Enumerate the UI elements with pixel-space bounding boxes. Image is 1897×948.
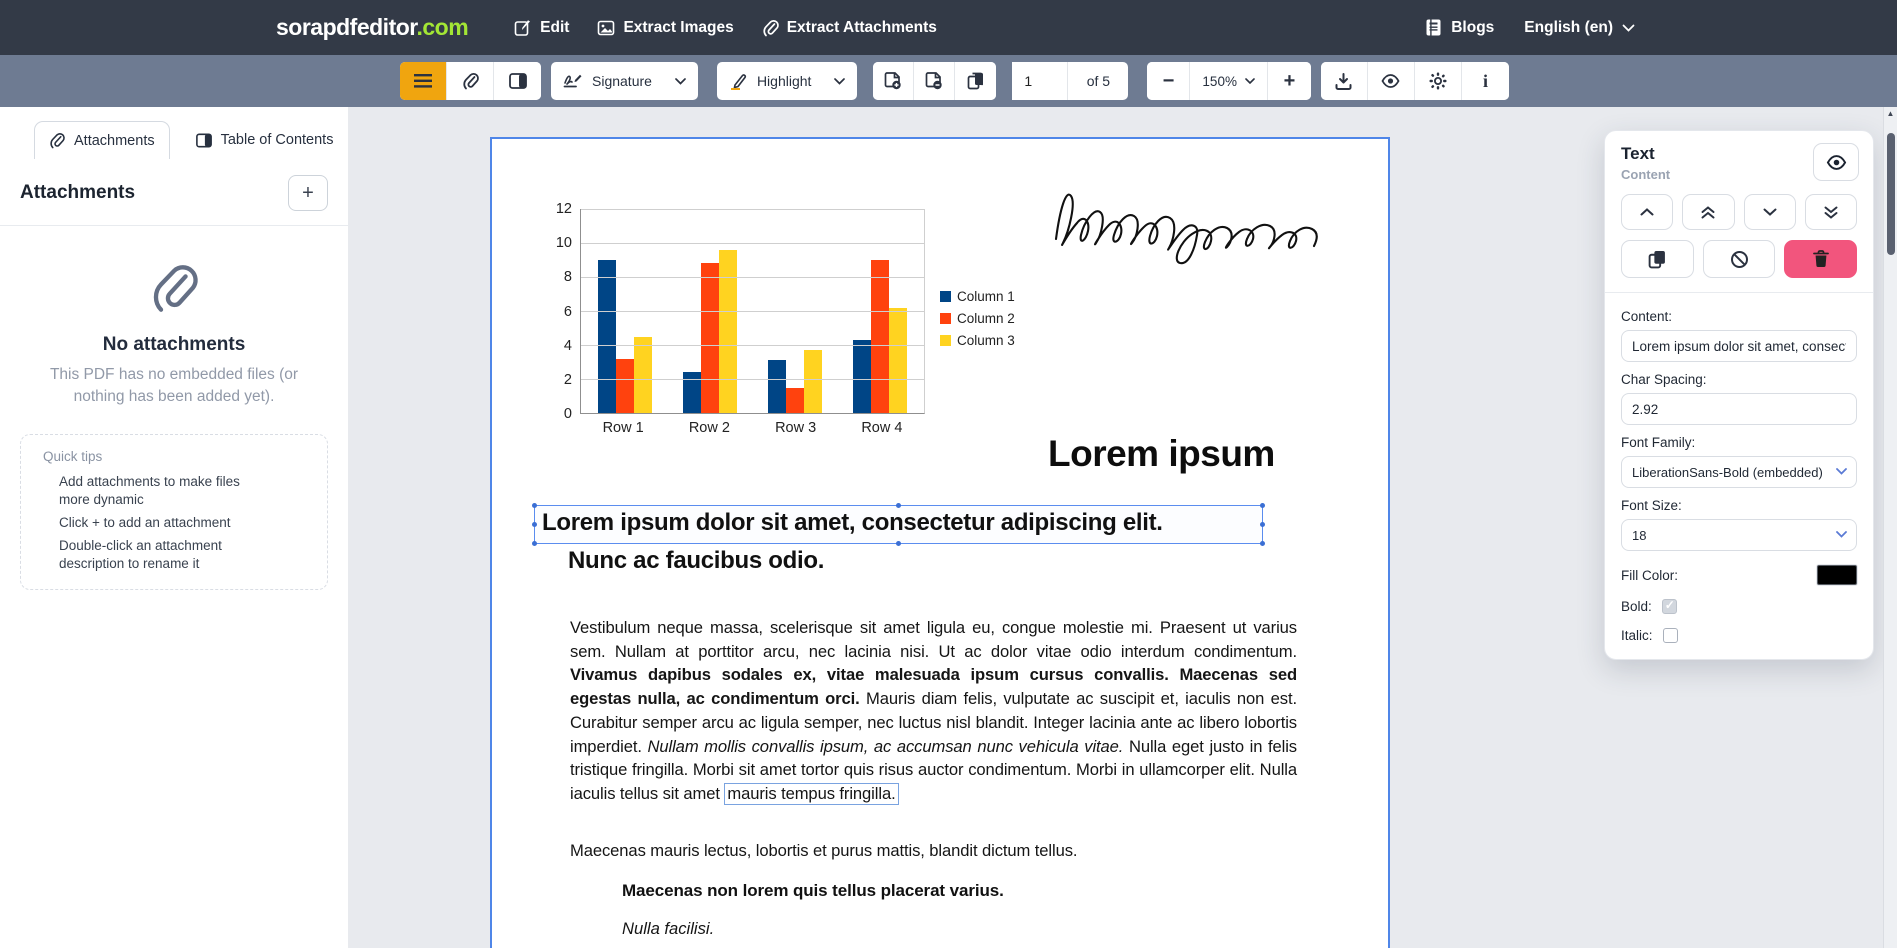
- x-tick-label: Row 1: [602, 420, 644, 436]
- copy-pages-icon: [967, 72, 984, 90]
- remove-page-button[interactable]: [914, 62, 955, 100]
- info-icon: i: [1482, 70, 1488, 91]
- paragraph-run: mauris tempus fringilla.: [724, 783, 898, 805]
- nav-item-edit[interactable]: [514, 19, 569, 37]
- nav-item-label: Edit: [540, 18, 570, 36]
- quick-tips-title: Quick tips: [43, 449, 103, 464]
- paragraph-run: Vivamus dapibus sodales ex, vitae malesuada ipsum cursus convallis. Maecenas sed egestas nulla, ac condimentum orci.: [570, 665, 1297, 709]
- empty-state-title: No attachments: [102, 334, 246, 355]
- font-family-label: Font Family:: [1621, 435, 1696, 450]
- font-family-value: LiberationSans-Bold (embedded): [1632, 464, 1823, 480]
- paperclip-large-icon: [0, 262, 348, 314]
- page-add-icon: [884, 72, 902, 90]
- zoom-level-select[interactable]: [1190, 62, 1268, 100]
- signature-label: Signature: [592, 73, 652, 89]
- settings-button[interactable]: [1415, 62, 1462, 100]
- gear-icon: [1429, 72, 1447, 90]
- chevrons-down-icon: [1824, 206, 1838, 219]
- empty-state-description: This PDF has no embedded files (or nothing has been added yet).: [49, 366, 299, 405]
- quick-tips-list: [43, 473, 311, 573]
- add-attachment-button[interactable]: +: [288, 175, 328, 211]
- highlighter-icon: [729, 73, 748, 90]
- zoom-level-value: 150%: [1202, 73, 1237, 89]
- quick-tip-item: Click + to add an attachment: [59, 515, 231, 530]
- selection-handle-sw[interactable]: [532, 541, 537, 546]
- content-input[interactable]: [1621, 330, 1857, 362]
- nav-item-extract-attachments[interactable]: [762, 19, 937, 37]
- preview-button[interactable]: [1368, 62, 1415, 100]
- chevron-down-icon: [1763, 208, 1777, 216]
- panel-subtitle: Content: [1621, 167, 1671, 182]
- x-tick-label: Row 3: [775, 420, 817, 436]
- bar: [616, 359, 634, 413]
- document-paragraph-2[interactable]: Maecenas mauris lectus, lobortis et purus mattis, blandit dictum tellus.: [570, 841, 1078, 860]
- disable-button[interactable]: [1703, 240, 1776, 278]
- menu-button[interactable]: [400, 62, 447, 100]
- duplicate-page-button[interactable]: [955, 62, 996, 100]
- selection-handle-w[interactable]: [532, 522, 537, 527]
- download-icon: [1335, 73, 1352, 90]
- toggle-visibility-button[interactable]: [1813, 143, 1859, 181]
- x-tick-label: Row 2: [688, 420, 730, 436]
- selection-handle-ne[interactable]: [1260, 503, 1265, 508]
- y-tick-label: 2: [563, 371, 572, 388]
- gridline: [581, 209, 924, 210]
- quick-tip-item: Add attachments to make files more dynamic: [59, 474, 240, 507]
- y-tick-label: 4: [563, 337, 572, 354]
- eye-icon: [1381, 74, 1400, 88]
- document-subheading[interactable]: Nunc ac faucibus odio.: [568, 547, 825, 574]
- panel-header: [1605, 131, 1873, 293]
- nav-item-label: Blogs: [1451, 18, 1495, 36]
- selection-handle-se[interactable]: [1260, 541, 1265, 546]
- y-tick-label: 12: [555, 201, 572, 217]
- paragraph-run: Nullam mollis convallis ipsum, ac accumsan nunc vehicula vitae.: [647, 736, 1124, 756]
- legend-item: [940, 289, 1015, 304]
- document-paragraph-4[interactable]: Nulla facilisi.: [622, 919, 715, 938]
- left-sidebar: [0, 107, 348, 948]
- legend-item: [940, 333, 1015, 348]
- zoom-in-button[interactable]: +: [1268, 62, 1311, 100]
- y-tick-label: 0: [563, 406, 572, 422]
- pdf-page[interactable]: [490, 137, 1390, 948]
- paragraph-run: Nulla eget justo in felis tristique fringilla. Morbi sit amet tortor quis risus auctor condimentum. Morbi in ullamcorper elit. Nulla iaculis tellus sit amet: [570, 736, 1297, 803]
- chart-x-axis: [580, 420, 925, 436]
- ban-icon: [1730, 250, 1749, 269]
- toolbar-group-left: [400, 62, 541, 100]
- attachments-tool-button[interactable]: [447, 62, 494, 100]
- italic-label: Italic:: [1621, 628, 1653, 643]
- nav-item-extract-images[interactable]: [597, 19, 733, 37]
- scroll-up-arrow[interactable]: ▲: [1886, 109, 1895, 118]
- bold-label: Bold:: [1621, 599, 1652, 614]
- book-open-icon: [196, 133, 212, 148]
- quick-tip-item: Double-click an attachment description to rename it: [59, 538, 222, 571]
- sidebar-tabs: [0, 107, 348, 159]
- legend-swatch: [940, 313, 951, 324]
- selection-handle-nw[interactable]: [532, 503, 537, 508]
- scrollbar-thumb[interactable]: [1887, 133, 1895, 255]
- add-page-button[interactable]: [873, 62, 914, 100]
- selected-text[interactable]: Lorem ipsum dolor sit amet, consectetur adipiscing elit.: [542, 509, 1163, 536]
- selection-handle-n[interactable]: [896, 503, 901, 508]
- logo-tld: .com: [416, 14, 469, 40]
- chevron-up-icon: [1640, 208, 1654, 216]
- move-up-button[interactable]: [1621, 194, 1673, 230]
- chart-plot: [580, 209, 925, 414]
- tab-table-of-contents[interactable]: [182, 121, 348, 159]
- move-down-button[interactable]: [1744, 194, 1796, 230]
- paragraph-run: Vestibulum neque massa, scelerisque sit amet ligula eu, congue molestie mi. Praesent ut varius sem. Nullam at porttitor arcu, nec lacinia nisi. Ut ac dolor vitae odio interdum condimentum.: [570, 618, 1297, 661]
- chevron-down-icon: [675, 78, 686, 85]
- page-number-input[interactable]: [1012, 62, 1068, 100]
- book-open-icon: [509, 73, 527, 89]
- char-spacing-label: Char Spacing:: [1621, 372, 1707, 387]
- text-selection-box[interactable]: [534, 505, 1263, 544]
- chart-legend: [940, 289, 1015, 355]
- x-tick-label: Row 4: [861, 420, 903, 436]
- legend-swatch: [940, 335, 951, 346]
- paragraph-run: Mauris diam felis, vulputate ac suscipit et, iaculis non est. Curabitur semper arcu ac ligula semper, nec luctus nisl blandit. Integer lacinia ante ac libero lobortis imperdiet.: [570, 689, 1297, 756]
- chevron-down-icon: [1836, 531, 1847, 538]
- font-size-label: Font Size:: [1621, 498, 1682, 513]
- page-total-label: of 5: [1086, 73, 1111, 89]
- tab-label: Table of Contents: [220, 132, 334, 148]
- gridline: [581, 345, 924, 346]
- char-spacing-input[interactable]: [1621, 393, 1857, 425]
- legend-label: Column 2: [957, 311, 1015, 326]
- gridline: [581, 311, 924, 312]
- bar: [598, 260, 616, 413]
- tab-attachments[interactable]: [34, 121, 170, 159]
- legend-item: [940, 311, 1015, 326]
- bar: [889, 308, 907, 413]
- toolbar-group-pages: [873, 62, 996, 100]
- site-logo[interactable]: [276, 14, 468, 41]
- tab-label: Attachments: [74, 132, 155, 149]
- document-heading[interactable]: Lorem ipsum: [1048, 433, 1275, 474]
- zoom-out-button[interactable]: −: [1147, 62, 1190, 100]
- move-to-top-button[interactable]: [1682, 194, 1734, 230]
- copy-icon: [1648, 250, 1666, 269]
- bar: [804, 350, 822, 413]
- font-size-value: 18: [1632, 527, 1647, 543]
- chart-y-axis: [548, 201, 576, 422]
- document-paragraph-1[interactable]: [570, 616, 1297, 806]
- chevrons-up-icon: [1701, 206, 1715, 219]
- hamburger-icon: [414, 74, 432, 88]
- paperclip-icon: [49, 132, 65, 149]
- window-scrollbar[interactable]: [1883, 107, 1897, 948]
- paperclip-icon: [762, 19, 779, 37]
- toolbar-group-right: [1321, 62, 1509, 100]
- text-properties-panel: [1604, 130, 1874, 660]
- chevron-down-icon: [1245, 78, 1255, 84]
- signature-dropdown[interactable]: [551, 62, 698, 100]
- bar: [719, 250, 737, 413]
- signature-drawing: [1050, 181, 1340, 265]
- panel-title: Text: [1621, 144, 1655, 163]
- gridline: [581, 277, 924, 278]
- font-family-select[interactable]: [1621, 456, 1857, 488]
- page-navigation: [1012, 62, 1128, 100]
- edit-icon: [514, 19, 532, 37]
- quick-tips-card: [20, 434, 328, 590]
- toolbar-group-zoom: [1147, 62, 1311, 100]
- legend-label: Column 1: [957, 289, 1015, 304]
- book-icon: [1424, 18, 1443, 37]
- y-tick-label: 6: [563, 303, 572, 320]
- selection-handle-e[interactable]: [1260, 522, 1265, 527]
- editor-toolbar: [0, 55, 1897, 107]
- bar: [768, 360, 786, 413]
- nav-item-label: Extract Images: [623, 18, 734, 36]
- bar: [871, 260, 889, 413]
- top-navbar: [0, 0, 1897, 55]
- paperclip-icon: [462, 72, 479, 90]
- signature-icon: [563, 73, 583, 89]
- bold-checkbox[interactable]: [1662, 599, 1677, 614]
- move-to-bottom-button[interactable]: [1805, 194, 1857, 230]
- nav-item-label: Extract Attachments: [786, 18, 937, 36]
- selection-handle-s[interactable]: [896, 541, 901, 546]
- content-label: Content:: [1621, 309, 1673, 324]
- chevron-down-icon: [1622, 24, 1635, 32]
- bar: [853, 340, 871, 413]
- logo-name: sorapdfeditor: [276, 14, 417, 40]
- chevron-down-icon: [834, 78, 845, 85]
- document-paragraph-3[interactable]: Maecenas non lorem quis tellus placerat varius.: [622, 881, 1004, 900]
- fill-color-label: Fill Color:: [1621, 567, 1679, 583]
- info-button[interactable]: [1462, 62, 1509, 100]
- highlight-label: Highlight: [756, 73, 812, 89]
- page-remove-icon: [925, 72, 943, 90]
- gridline: [581, 243, 924, 244]
- duplicate-button[interactable]: [1621, 240, 1694, 278]
- bar: [786, 388, 804, 414]
- panel-form: [1605, 293, 1873, 659]
- bar-chart: [548, 201, 1088, 469]
- legend-swatch: [940, 291, 951, 302]
- bar: [701, 263, 719, 413]
- attachments-empty-state: [0, 226, 348, 408]
- chevron-down-icon: [1836, 468, 1847, 475]
- image-icon: [597, 19, 615, 37]
- highlight-dropdown[interactable]: [717, 62, 857, 100]
- download-button[interactable]: [1321, 62, 1368, 100]
- reader-view-button[interactable]: [494, 62, 541, 100]
- gridline: [581, 379, 924, 380]
- fill-color-swatch[interactable]: [1817, 565, 1857, 585]
- language-label: English (en): [1524, 18, 1613, 36]
- sidebar-heading: Attachments: [20, 182, 136, 203]
- y-tick-label: 10: [555, 235, 572, 252]
- trash-icon: [1813, 250, 1829, 268]
- legend-label: Column 3: [957, 333, 1015, 348]
- font-size-select[interactable]: [1621, 519, 1857, 551]
- bar: [634, 337, 652, 414]
- nav-item-blogs[interactable]: [1424, 18, 1494, 37]
- language-selector[interactable]: [1524, 19, 1635, 37]
- italic-checkbox[interactable]: [1663, 628, 1678, 643]
- delete-button[interactable]: [1784, 240, 1857, 278]
- eye-icon: [1826, 155, 1847, 170]
- y-tick-label: 8: [563, 269, 572, 286]
